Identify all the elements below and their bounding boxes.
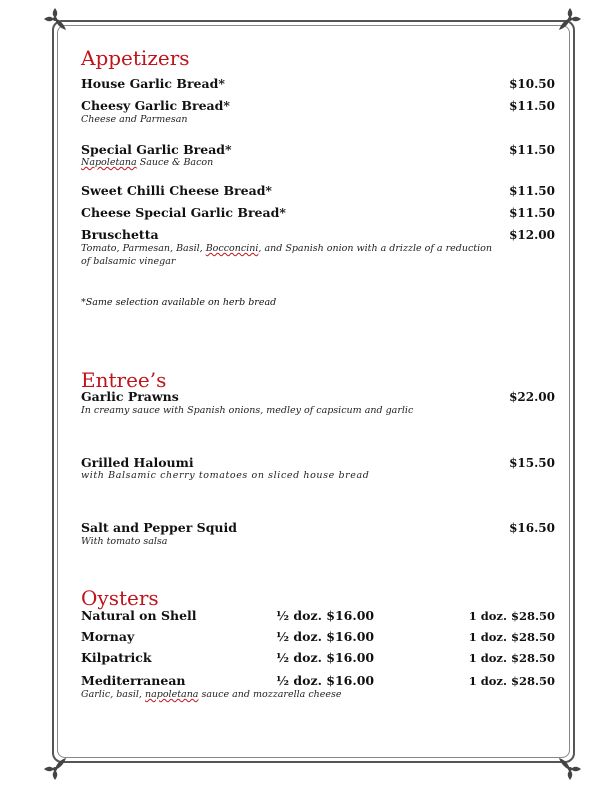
- menu-item-desc: Garlic, basil, napoletana sauce and mozzarella cheese: [81, 689, 342, 700]
- menu-item-price: $11.50: [509, 184, 555, 198]
- menu-item-name: Bruschetta: [81, 227, 159, 242]
- menu-item-desc: With tomato salsa: [81, 536, 168, 547]
- menu-item-price: $16.50: [509, 521, 555, 535]
- menu-item-name: Salt and Pepper Squid: [81, 520, 238, 535]
- dozen-price: 1 doz. $28.50: [468, 630, 555, 644]
- menu-item-name: Natural on Shell: [81, 608, 197, 623]
- menu-item-name: Sweet Chilli Cheese Bread*: [81, 183, 272, 198]
- menu-item-name: Mediterranean: [81, 673, 186, 688]
- menu-item-price: $15.50: [509, 456, 555, 470]
- menu-item-price: $10.50: [509, 77, 555, 91]
- menu-item-desc: In creamy sauce with Spanish onions, medley of capsicum and garlic: [81, 405, 414, 416]
- menu-item-desc: Cheese and Parmesan: [81, 114, 188, 125]
- dozen-price: 1 doz. $28.50: [468, 651, 555, 665]
- menu-item-name: Kilpatrick: [81, 650, 152, 665]
- menu-item-name: House Garlic Bread*: [81, 76, 225, 91]
- menu-item-price: $12.00: [509, 228, 555, 242]
- half-dozen-price: ½ doz. $16.00: [276, 608, 375, 623]
- half-dozen-price: ½ doz. $16.00: [276, 650, 375, 665]
- half-dozen-price: ½ doz. $16.00: [276, 673, 375, 688]
- menu-item-name: Grilled Haloumi: [81, 455, 194, 470]
- menu-item-name: Mornay: [81, 629, 135, 644]
- menu-item-name: Special Garlic Bread*: [81, 142, 232, 157]
- section-title-appetizers: Appetizers: [81, 46, 190, 70]
- section-title-entrees: Entree’s: [81, 368, 167, 392]
- menu-item-name: Cheesy Garlic Bread*: [81, 98, 230, 113]
- menu-item-name: Cheese Special Garlic Bread*: [81, 205, 286, 220]
- menu-item-price: $11.50: [509, 206, 555, 220]
- half-dozen-price: ½ doz. $16.00: [276, 629, 375, 644]
- dozen-price: 1 doz. $28.50: [468, 609, 555, 623]
- menu-item-price: $22.00: [509, 390, 555, 404]
- fleur-corner-icon: [42, 756, 68, 782]
- fleur-corner-icon: [557, 756, 583, 782]
- fleur-corner-icon: [42, 6, 68, 32]
- fleur-corner-icon: [557, 6, 583, 32]
- menu-item-desc: with Balsamic cherry tomatoes on sliced house bread: [81, 470, 370, 481]
- section-title-oysters: Oysters: [81, 586, 159, 610]
- menu-item-price: $11.50: [509, 99, 555, 113]
- menu-item-desc: Tomato, Parmesan, Basil, Bocconcini, and Spanish onion with a drizzle of a reduction: [81, 243, 492, 254]
- footnote: *Same selection available on herb bread: [81, 297, 277, 308]
- dozen-price: 1 doz. $28.50: [468, 674, 555, 688]
- menu-item-price: $11.50: [509, 143, 555, 157]
- menu-item-desc: Napoletana Sauce & Bacon: [81, 157, 214, 168]
- menu-item-name: Garlic Prawns: [81, 389, 179, 404]
- menu-item-desc: of balsamic vinegar: [81, 256, 176, 267]
